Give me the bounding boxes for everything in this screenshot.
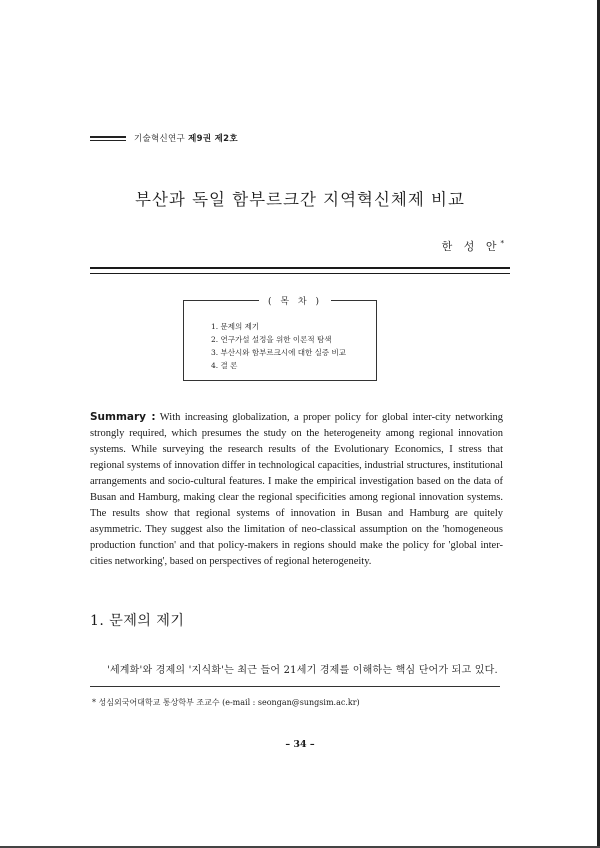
journal-label — [134, 132, 238, 144]
journal-header — [90, 132, 238, 144]
author — [442, 238, 504, 254]
toc-title: ( 목 차 ) — [268, 297, 322, 307]
summary-paragraph — [90, 409, 503, 570]
author-footnote-mark: * — [500, 239, 504, 248]
footnote-rule — [90, 686, 500, 687]
author-name: 한 성 안 — [441, 240, 501, 253]
toc-item: 1. 문제의 제기 — [211, 322, 260, 331]
body-text: '세계화'와 경제의 '지식화'는 최근 들어 21세기 경제를 이해하는 핵심 단어가 되고 있다. — [107, 665, 498, 676]
footnote: * 성심외국어대학교 통상학부 조교수 (e-mail : seongan@sungsim.ac.kr) — [92, 698, 360, 707]
toc-item: 4. 결 론 — [211, 361, 238, 370]
journal-name: 기술혁신연구 — [134, 134, 186, 144]
summary-label: Summary : — [90, 411, 156, 423]
toc-list — [211, 320, 346, 372]
header-rule — [90, 136, 126, 141]
toc-item: 3. 부산시와 함부르크시에 대한 실증 비교 — [211, 348, 346, 357]
journal-issue: 제9권 제2호 — [188, 134, 238, 144]
section-heading: 1. 문제의 제기 — [90, 613, 185, 629]
title-rule-thin — [90, 273, 510, 274]
paper-title: 부산과 독일 함부르크간 지역혁신체제 비교 — [135, 190, 465, 209]
toc-border — [184, 300, 259, 301]
toc-border — [331, 300, 376, 301]
toc-item: 2. 연구가설 설정을 위한 이론적 탐색 — [211, 335, 332, 344]
summary-text: With increasing globalization, a proper policy for global inter-city networking strongly required, which presumes the study on the heterogeneity among regional innovation systems. While surveying the research results of the Evolutionary Economics, I stress that regional systems of innovation differ in technological capacities, industrial structures, institutional arrangements and socio-cultural features. I make the empirical investigation based on the data of Busan and Hamburg, making clear the regional specificities among regional innovation systems. The results show that regional systems of innovation in Busan and Hamburg are quitely asymmetric. They suggest also the limitation of neo-classical assumption on the 'homogeneous production function' and that policy-makers in regions should make the policy for 'global inter-cities networking', based on perspectives of regional heterogeneity. — [90, 412, 503, 567]
title-rule — [90, 267, 510, 269]
page-number: – 34 – — [285, 739, 315, 750]
table-of-contents — [183, 297, 377, 381]
